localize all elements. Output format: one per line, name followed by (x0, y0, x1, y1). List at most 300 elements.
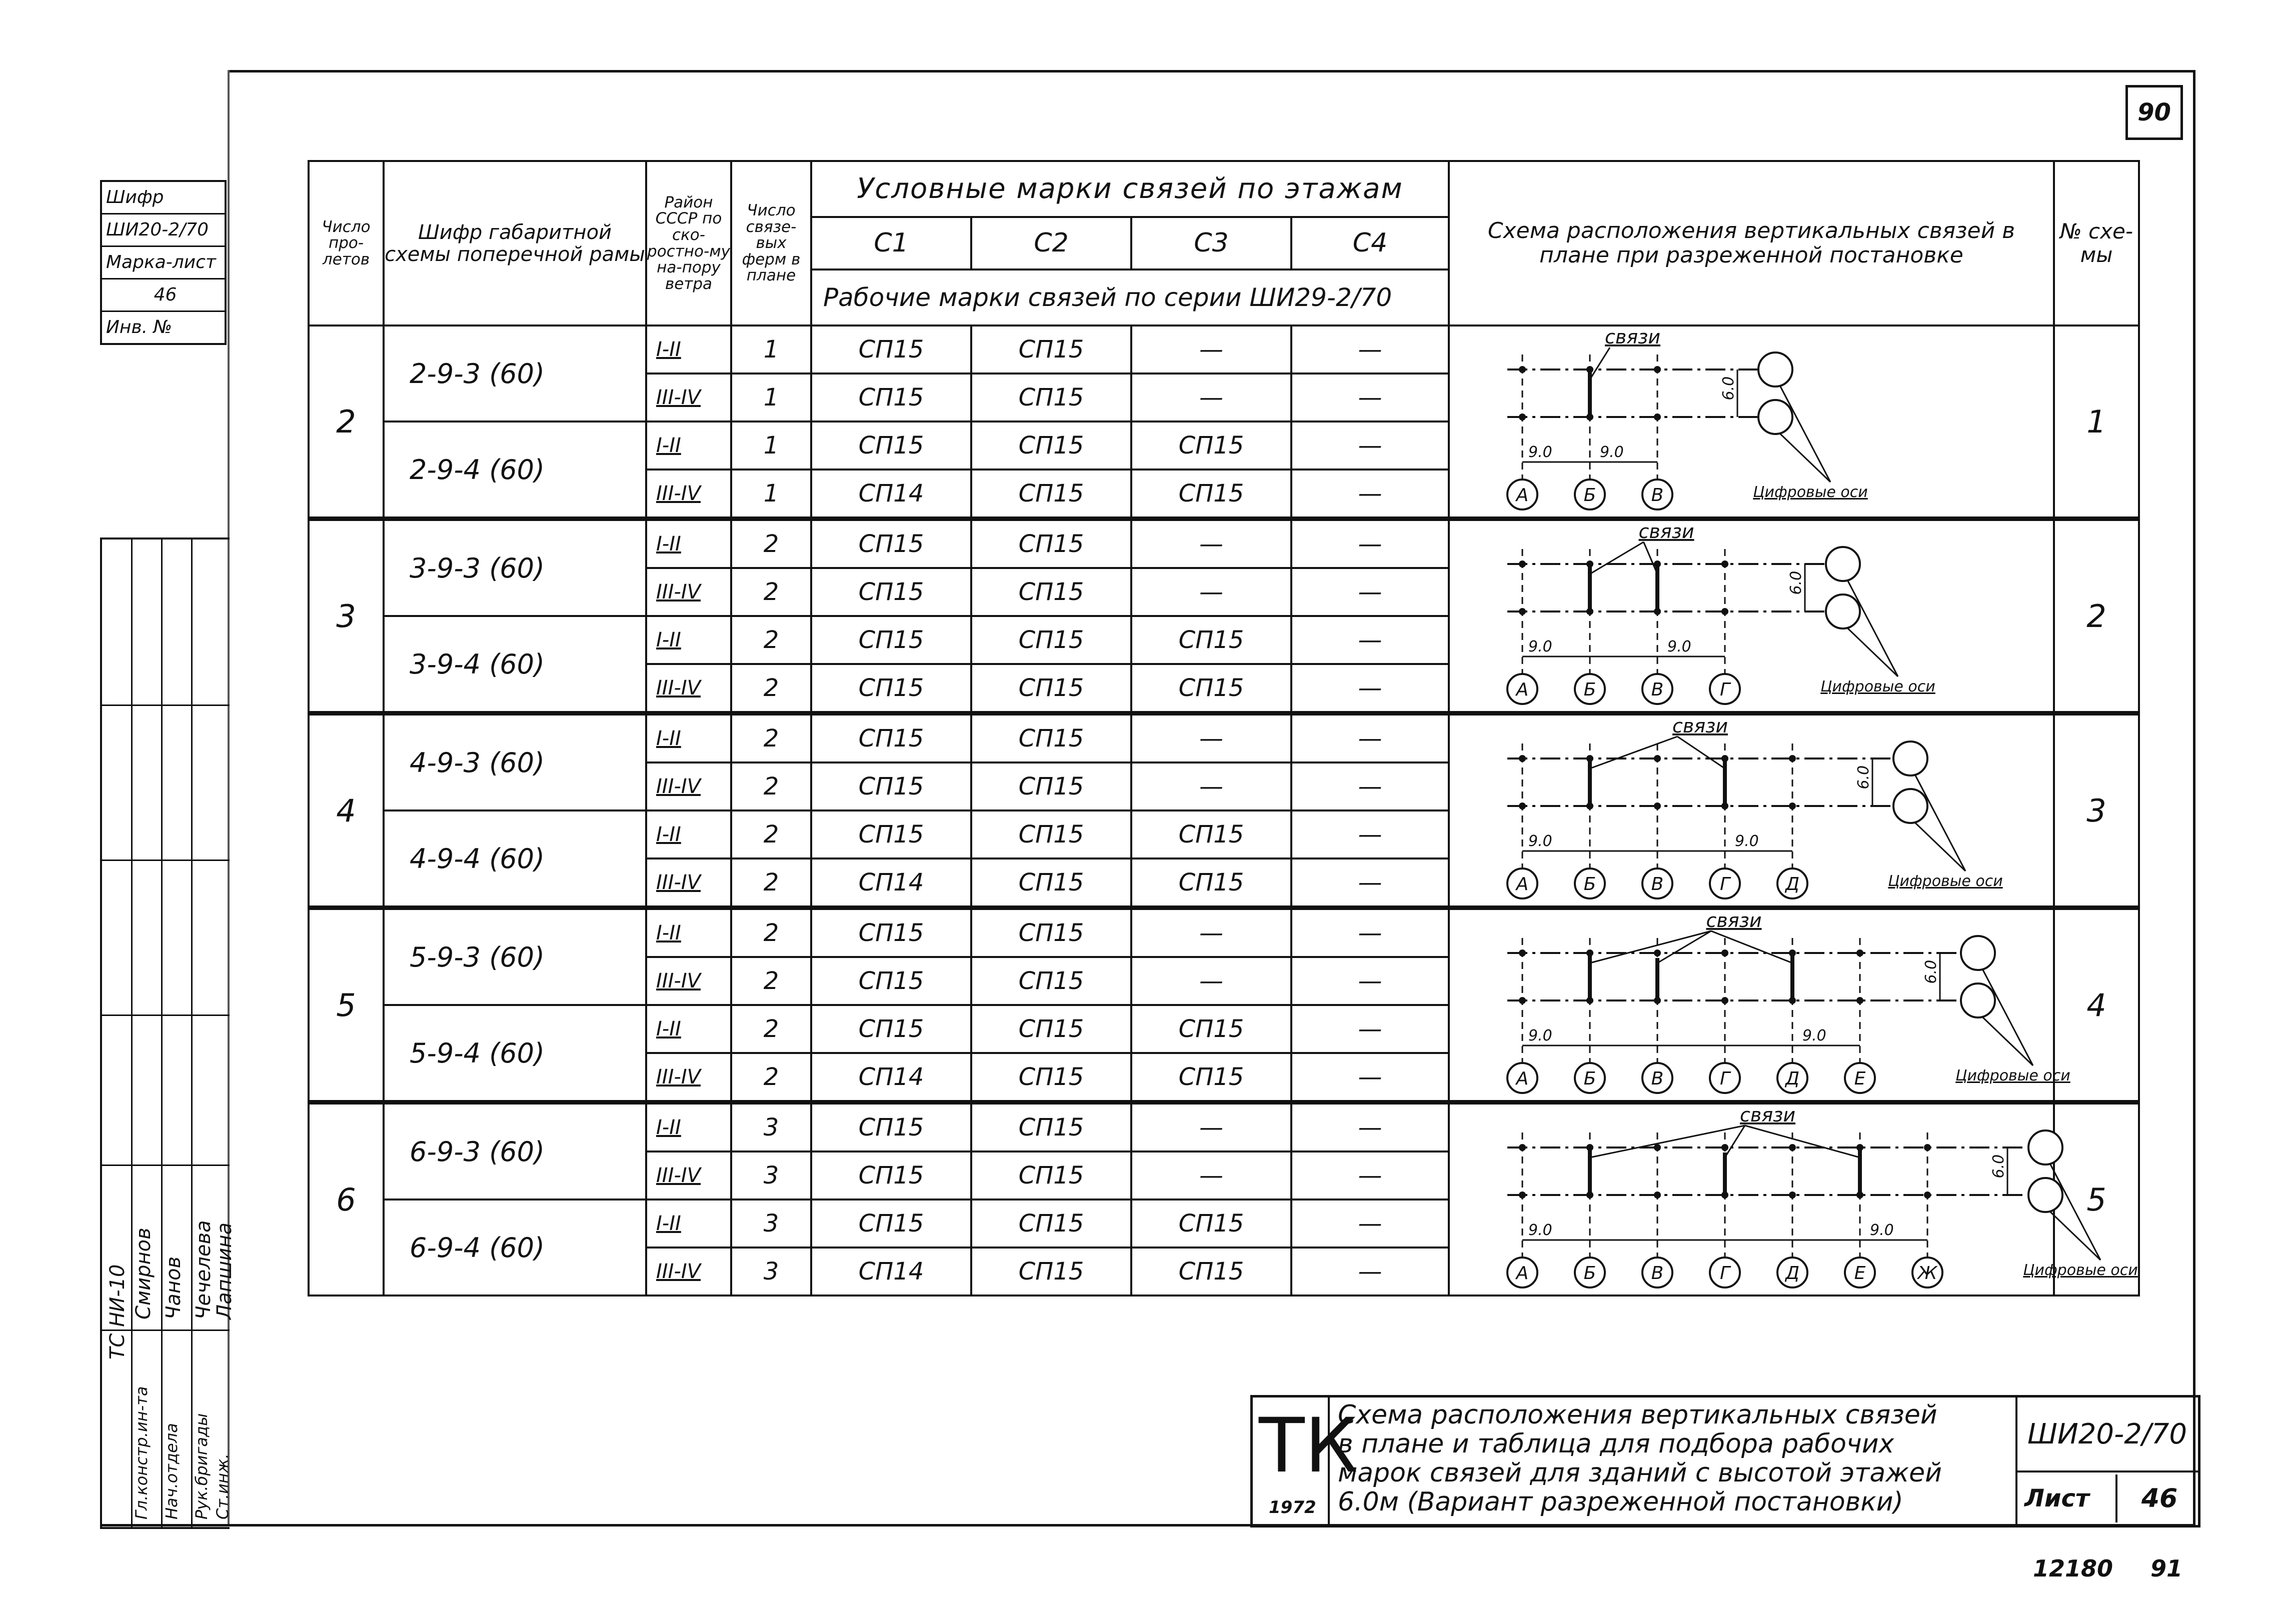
truss-count-cell: 2 (731, 714, 811, 763)
column-node (1856, 997, 1863, 1004)
dimension-left-label: 9.0 (1528, 1222, 1552, 1239)
inventory-number: 12180 (2033, 1555, 2113, 1582)
mark-c1-cell: СП15 (811, 957, 971, 1005)
letter-axis-label: Г (1719, 680, 1730, 700)
mark-c4-cell: — (1291, 1248, 1449, 1296)
column-node (1924, 1144, 1931, 1151)
truss-count-cell: 2 (731, 519, 811, 568)
mark-c3-cell: — (1131, 1102, 1291, 1152)
mark-c4-cell: — (1291, 519, 1449, 568)
frame-cipher-cell: 6-9-3 (60) (384, 1102, 646, 1200)
vertical-dimension-label: 6.0 (1922, 960, 1940, 984)
column-node (1519, 997, 1526, 1004)
mark-c4-cell: — (1291, 326, 1449, 374)
mark-c3-cell: — (1131, 908, 1291, 958)
table-row (309, 519, 2139, 568)
mark-c1-cell: СП15 (811, 1152, 971, 1200)
scheme-diagram-cell (1449, 326, 2054, 519)
header-floor-c3: С3 (1131, 217, 1291, 270)
dimension-right-label: 9.0 (1735, 832, 1759, 850)
truss-count-cell: 1 (731, 470, 811, 519)
mark-c2-cell: СП15 (971, 326, 1131, 374)
letter-axis-label: В (1651, 485, 1664, 506)
letter-axis-label: Б (1583, 1068, 1596, 1089)
title-block-right (2015, 1398, 2200, 1525)
bracing-plan-diagram (1450, 520, 2050, 708)
spans-count-cell: 5 (309, 908, 384, 1102)
mark-c3-cell: СП15 (1131, 470, 1291, 519)
frame-cipher-cell: 5-9-4 (60) (384, 1005, 646, 1102)
tk-year: 1972 (1269, 1498, 1316, 1518)
vertical-dimension-label: 6.0 (1720, 376, 1738, 400)
truss-count-cell: 2 (731, 908, 811, 958)
mark-c2-cell: СП15 (971, 616, 1131, 664)
axes-leader-line (1915, 776, 1965, 871)
column-node (1789, 1144, 1796, 1151)
brace-leader-line (1644, 542, 1658, 574)
mark-c2-cell: СП15 (971, 810, 1131, 858)
numeric-axis-marker (1893, 742, 1927, 776)
column-node (1721, 1144, 1728, 1151)
column-node (1654, 1144, 1661, 1151)
scheme-diagram-cell (1449, 908, 2070, 1102)
frame-cipher-cell: 3-9-4 (60) (384, 616, 646, 714)
mark-c1-cell: СП15 (811, 568, 971, 616)
wind-region-cell: III-IV (646, 374, 731, 422)
letter-axis-label: А (1516, 485, 1529, 506)
wind-region-cell: I-II (646, 810, 731, 858)
table-row (309, 326, 2139, 374)
mark-c2-cell: СП15 (971, 1152, 1131, 1200)
truss-count-cell: 2 (731, 858, 811, 908)
header-conditional-marks: Условные марки связей по этажам (811, 161, 1449, 217)
links-label: связи (1605, 326, 1661, 348)
mark-c1-cell: СП15 (811, 714, 971, 763)
dimension-right-label: 9.0 (1667, 638, 1691, 656)
mark-c3-cell: — (1131, 957, 1291, 1005)
mark-c2-cell: СП15 (971, 858, 1131, 908)
drawing-title: Схема расположения вертикальных связей в плане и таблица для подбора рабочих марок связей для зданий с высотой этажей 6.0м (Вариант разреженной постановки) (1338, 1400, 1942, 1517)
drawing-code: ШИ20-2/70 (2017, 1398, 2200, 1472)
wind-region-cell: I-II (646, 519, 731, 568)
frame-cipher-cell: 5-9-3 (60) (384, 908, 646, 1006)
letter-axis-label: Б (1583, 485, 1596, 506)
bracing-selection-table (308, 160, 2140, 1296)
numeric-axes-label: Цифровые оси (1753, 484, 1868, 501)
header-spans: Число про-летов (309, 161, 384, 326)
brace-leader-line (1725, 1126, 1745, 1158)
vertical-dimension-label: 6.0 (1787, 570, 1805, 595)
header-region: Район СССР по ско-ростно-му на-пору ветра (646, 161, 731, 326)
column-node (1519, 366, 1526, 373)
brace-leader-line (1590, 542, 1644, 574)
mark-c1-cell: СП15 (811, 664, 971, 714)
bracing-plan-diagram (1450, 326, 2050, 514)
column-node (1654, 755, 1661, 762)
scheme-number-cell: 2 (2054, 519, 2139, 714)
mark-c3-cell: — (1131, 326, 1291, 374)
brace-leader-line (1745, 1126, 1860, 1158)
numeric-axis-marker (2028, 1178, 2062, 1212)
truss-count-cell: 3 (731, 1152, 811, 1200)
left-stamp (100, 180, 227, 345)
letter-axis-label: А (1516, 874, 1529, 894)
letter-axis-label: Б (1583, 874, 1596, 894)
strip-name-3: Чечелева (192, 1220, 215, 1320)
column-node (1519, 1192, 1526, 1198)
numeric-axis-marker (1961, 936, 1995, 970)
mark-c2-cell: СП15 (971, 908, 1131, 958)
scheme-number-cell: 5 (2054, 1102, 2139, 1296)
frame-cipher-cell: 2-9-3 (60) (384, 326, 646, 422)
truss-count-cell: 1 (731, 422, 811, 470)
dimension-right-label: 9.0 (1802, 1027, 1826, 1044)
column-node (1721, 997, 1728, 1004)
mark-c4-cell: — (1291, 1102, 1449, 1152)
mark-c1-cell: СП15 (811, 810, 971, 858)
table-row (309, 908, 2139, 958)
mark-c4-cell: — (1291, 1005, 1449, 1053)
brace-leader-line (1590, 931, 1711, 963)
mark-c2-cell: СП15 (971, 374, 1131, 422)
mark-c4-cell: — (1291, 1053, 1449, 1102)
wind-region-cell: I-II (646, 1102, 731, 1152)
truss-count-cell: 2 (731, 568, 811, 616)
axes-leader-line (1848, 581, 1898, 676)
mark-c3-cell: СП15 (1131, 1053, 1291, 1102)
truss-count-cell: 1 (731, 374, 811, 422)
mark-c1-cell: СП15 (811, 762, 971, 810)
mark-c3-cell: — (1131, 374, 1291, 422)
header-floor-c2: С2 (971, 217, 1131, 270)
mark-c4-cell: — (1291, 374, 1449, 422)
stamp-inventory-label: Инв. № (106, 317, 173, 338)
spans-count-cell: 4 (309, 714, 384, 908)
mark-c4-cell: — (1291, 664, 1449, 714)
links-label: связи (1672, 715, 1728, 737)
mark-c1-cell: СП15 (811, 616, 971, 664)
dimension-left-label: 9.0 (1528, 638, 1552, 656)
wind-region-cell: III-IV (646, 762, 731, 810)
numeric-axes-label: Цифровые оси (1955, 1067, 2070, 1084)
dimension-right-label: 9.0 (1600, 444, 1624, 461)
mark-c3-cell: — (1131, 1152, 1291, 1200)
truss-count-cell: 2 (731, 664, 811, 714)
bracing-plan-diagram (1450, 910, 2070, 1097)
header-floor-c1: С1 (811, 217, 971, 270)
dimension-left-label: 9.0 (1528, 444, 1552, 461)
truss-count-cell: 2 (731, 616, 811, 664)
scheme-diagram-cell (1449, 1102, 2138, 1296)
spans-count-cell: 3 (309, 519, 384, 714)
brace-leader-line (1677, 736, 1725, 768)
stamp-mark-sheet-value: 46 (102, 280, 225, 312)
dimension-left-label: 9.0 (1528, 832, 1552, 850)
truss-count-cell: 2 (731, 957, 811, 1005)
header-cipher: Шифр габаритной схемы поперечной рамы (384, 161, 646, 326)
mark-c1-cell: СП15 (811, 374, 971, 422)
numeric-axis-marker (1826, 594, 1860, 628)
mark-c1-cell: СП14 (811, 470, 971, 519)
mark-c1-cell: СП15 (811, 1200, 971, 1248)
wind-region-cell: III-IV (646, 1248, 731, 1296)
mark-c3-cell: СП15 (1131, 1200, 1291, 1248)
numeric-axes-label: Цифровые оси (1888, 872, 2003, 890)
mark-c2-cell: СП15 (971, 568, 1131, 616)
mark-c4-cell: — (1291, 714, 1449, 763)
header-floor-c4: С4 (1291, 217, 1449, 270)
mark-c3-cell: — (1131, 714, 1291, 763)
spans-count-cell: 6 (309, 1102, 384, 1296)
letter-axis-label: Д (1785, 874, 1800, 894)
letter-axis-label: Е (1854, 1263, 1866, 1284)
scheme-number-cell: 3 (2054, 714, 2139, 908)
mark-c3-cell: — (1131, 568, 1291, 616)
tk-mark: ТК (1259, 1402, 1358, 1490)
brace-leader-line (1711, 931, 1793, 963)
mark-c2-cell: СП15 (971, 470, 1131, 519)
truss-count-cell: 2 (731, 1005, 811, 1053)
truss-count-cell: 1 (731, 326, 811, 374)
numeric-axis-marker (1961, 984, 1995, 1018)
mark-c1-cell: СП14 (811, 1053, 971, 1102)
column-node (1519, 950, 1526, 956)
letter-axis-label: Д (1785, 1263, 1800, 1284)
mark-c3-cell: СП15 (1131, 1005, 1291, 1053)
strip-role-2: Нач.отдела (162, 1423, 181, 1520)
sheet-number: 46 (2141, 1484, 2178, 1514)
strip-name-1: Смирнов (132, 1228, 155, 1320)
mark-c3-cell: СП15 (1131, 1248, 1291, 1296)
column-node (1519, 608, 1526, 615)
letter-axis-label: А (1516, 680, 1529, 700)
frame-cipher-cell: 4-9-4 (60) (384, 810, 646, 908)
truss-count-cell: 3 (731, 1248, 811, 1296)
wind-region-cell: III-IV (646, 664, 731, 714)
dimension-left-label: 9.0 (1528, 1027, 1552, 1044)
mark-c3-cell: СП15 (1131, 616, 1291, 664)
letter-axis-label: В (1651, 1263, 1664, 1284)
vertical-dimension-label: 6.0 (1990, 1154, 2008, 1178)
numeric-axis-marker (1826, 547, 1860, 581)
mark-c4-cell: — (1291, 422, 1449, 470)
numeric-axis-marker (1758, 352, 1792, 386)
letter-axis-label: А (1516, 1263, 1529, 1284)
scheme-diagram-cell (1449, 714, 2054, 908)
frame-top-border (228, 70, 2195, 72)
numeric-axes-label: Цифровые оси (1820, 678, 1935, 696)
bracing-plan-diagram (1450, 715, 2050, 902)
vertical-dimension-label: 6.0 (1855, 765, 1873, 790)
wind-region-cell: I-II (646, 326, 731, 374)
letter-axis-label: Е (1854, 1068, 1866, 1089)
header-scheme: Схема расположения вертикальных связей в плане при разреженной постановке (1449, 161, 2054, 326)
mark-c2-cell: СП15 (971, 1102, 1131, 1152)
mark-c1-cell: СП15 (811, 422, 971, 470)
mark-c3-cell: СП15 (1131, 664, 1291, 714)
mark-c1-cell: СП14 (811, 1248, 971, 1296)
mark-c2-cell: СП15 (971, 957, 1131, 1005)
strip-org: ТС НИ-10 (106, 1264, 129, 1360)
bracing-plan-diagram (1450, 1104, 2138, 1292)
wind-region-cell: I-II (646, 422, 731, 470)
wind-region-cell: I-II (646, 908, 731, 958)
numeric-axis-marker (2028, 1130, 2062, 1164)
mark-c1-cell: СП15 (811, 326, 971, 374)
mark-c1-cell: СП15 (811, 1005, 971, 1053)
wind-region-cell: I-II (646, 1200, 731, 1248)
letter-axis-label: Б (1583, 1263, 1596, 1284)
strip-role-1: Гл.констр.ин-та (132, 1386, 151, 1520)
mark-c4-cell: — (1291, 858, 1449, 908)
frame-cipher-cell: 2-9-4 (60) (384, 422, 646, 519)
mark-c3-cell: — (1131, 519, 1291, 568)
strip-name-2: Чанов (162, 1256, 185, 1320)
mark-c3-cell: СП15 (1131, 422, 1291, 470)
wind-region-cell: III-IV (646, 957, 731, 1005)
wind-region-cell: III-IV (646, 568, 731, 616)
column-node (1519, 802, 1526, 810)
axes-leader-line (1983, 1018, 2033, 1066)
frame-cipher-cell: 3-9-3 (60) (384, 519, 646, 616)
letter-axis-label: Г (1719, 874, 1730, 894)
numeric-axis-marker (1758, 400, 1792, 434)
mark-c4-cell: — (1291, 1152, 1449, 1200)
axes-leader-line (1848, 628, 1898, 676)
column-node (1519, 414, 1526, 420)
column-node (1789, 802, 1796, 810)
truss-count-cell: 3 (731, 1200, 811, 1248)
mark-c2-cell: СП15 (971, 519, 1131, 568)
mark-c2-cell: СП15 (971, 714, 1131, 763)
links-label: связи (1740, 1104, 1796, 1126)
axes-leader-line (1780, 386, 1830, 482)
frame-cipher-cell: 4-9-3 (60) (384, 714, 646, 811)
column-node (1721, 950, 1728, 956)
strip-name-4: Лапшина (213, 1222, 236, 1320)
brace-leader-line (1590, 736, 1677, 768)
strip-role-3: Рук.бригады (192, 1413, 211, 1520)
letter-axis-label: Г (1719, 1263, 1730, 1284)
mark-c2-cell: СП15 (971, 1200, 1131, 1248)
column-node (1789, 755, 1796, 762)
letter-axis-label: Д (1785, 1068, 1800, 1089)
column-node (1721, 560, 1728, 568)
letter-axis-label: В (1651, 1068, 1664, 1089)
stamp-mark-sheet-label: Марка-лист (102, 247, 225, 280)
frame-cipher-cell: 6-9-4 (60) (384, 1200, 646, 1296)
truss-count-cell: 2 (731, 762, 811, 810)
letter-axis-label: Б (1583, 680, 1596, 700)
truss-count-cell: 3 (731, 1102, 811, 1152)
links-label: связи (1706, 910, 1762, 932)
frame-right-border (2193, 70, 2195, 1525)
column-node (1654, 366, 1661, 373)
mark-c2-cell: СП15 (971, 664, 1131, 714)
stamp-cipher-label: Шифр (102, 182, 225, 214)
mark-c4-cell: — (1291, 1200, 1449, 1248)
stamp-cipher-value: ШИ20-2/70 (102, 214, 225, 247)
page-number: 91 (2150, 1555, 2183, 1582)
header-count: Число связе-вых ферм в плане (731, 161, 811, 326)
tk-cell (1253, 1398, 1358, 1525)
wind-region-cell: I-II (646, 1005, 731, 1053)
truss-count-cell: 2 (731, 1053, 811, 1102)
wind-region-cell: III-IV (646, 470, 731, 519)
wind-region-cell: III-IV (646, 858, 731, 908)
column-node (1519, 1144, 1526, 1151)
mark-c2-cell: СП15 (971, 1005, 1131, 1053)
brace-leader-line (1590, 348, 1610, 380)
axes-leader-line (1780, 434, 1830, 482)
wind-region-cell: I-II (646, 616, 731, 664)
numeric-axis-marker (1893, 789, 1927, 823)
mark-c4-cell: — (1291, 568, 1449, 616)
truss-count-cell: 2 (731, 810, 811, 858)
mark-c3-cell: СП15 (1131, 858, 1291, 908)
axes-leader-line (1983, 970, 2033, 1066)
wind-region-cell: III-IV (646, 1152, 731, 1200)
spans-count-cell: 2 (309, 326, 384, 519)
header-scheme-no: № схе-мы (2054, 161, 2139, 326)
mark-c3-cell: — (1131, 762, 1291, 810)
table-row (309, 714, 2139, 763)
column-node (1519, 560, 1526, 568)
scheme-number-cell: 1 (2054, 326, 2139, 519)
letter-axis-label: В (1651, 874, 1664, 894)
scheme-number-cell: 4 (2054, 908, 2139, 1102)
mark-c2-cell: СП15 (971, 762, 1131, 810)
scheme-diagram-cell (1449, 519, 2054, 714)
mark-c4-cell: — (1291, 957, 1449, 1005)
column-node (1721, 608, 1728, 615)
header-working-marks: Рабочие марки связей по серии ШИ29-2/70 (811, 270, 1449, 326)
letter-axis-label: Ж (1917, 1263, 1937, 1284)
letter-axis-label: В (1651, 680, 1664, 700)
mark-c4-cell: — (1291, 762, 1449, 810)
brace-leader-line (1590, 1126, 1745, 1158)
numeric-axes-label: Цифровые оси (2023, 1262, 2138, 1279)
mark-c3-cell: СП15 (1131, 810, 1291, 858)
wind-region-cell: III-IV (646, 1053, 731, 1102)
mark-c1-cell: СП15 (811, 519, 971, 568)
column-node (1856, 950, 1863, 956)
mark-c2-cell: СП15 (971, 1248, 1131, 1296)
column-node (1654, 1192, 1661, 1198)
letter-axis-label: А (1516, 1068, 1529, 1089)
column-node (1654, 950, 1661, 956)
column-node (1654, 802, 1661, 810)
links-label: связи (1638, 520, 1694, 542)
mark-c2-cell: СП15 (971, 422, 1131, 470)
column-node (1789, 1192, 1796, 1198)
strip-role-4: Ст.инж. (213, 1454, 232, 1520)
table-row (309, 1102, 2139, 1152)
mark-c1-cell: СП15 (811, 1102, 971, 1152)
wind-region-cell: I-II (646, 714, 731, 763)
axes-leader-line (1915, 823, 1965, 871)
title-block (1250, 1395, 2200, 1528)
mark-c2-cell: СП15 (971, 1053, 1131, 1102)
mark-c1-cell: СП14 (811, 858, 971, 908)
mark-c4-cell: — (1291, 616, 1449, 664)
brace-leader-line (1657, 931, 1711, 963)
mark-c4-cell: — (1291, 908, 1449, 958)
dimension-right-label: 9.0 (1870, 1222, 1894, 1239)
column-node (1924, 1192, 1931, 1198)
mark-c1-cell: СП15 (811, 908, 971, 958)
column-node (1519, 755, 1526, 762)
